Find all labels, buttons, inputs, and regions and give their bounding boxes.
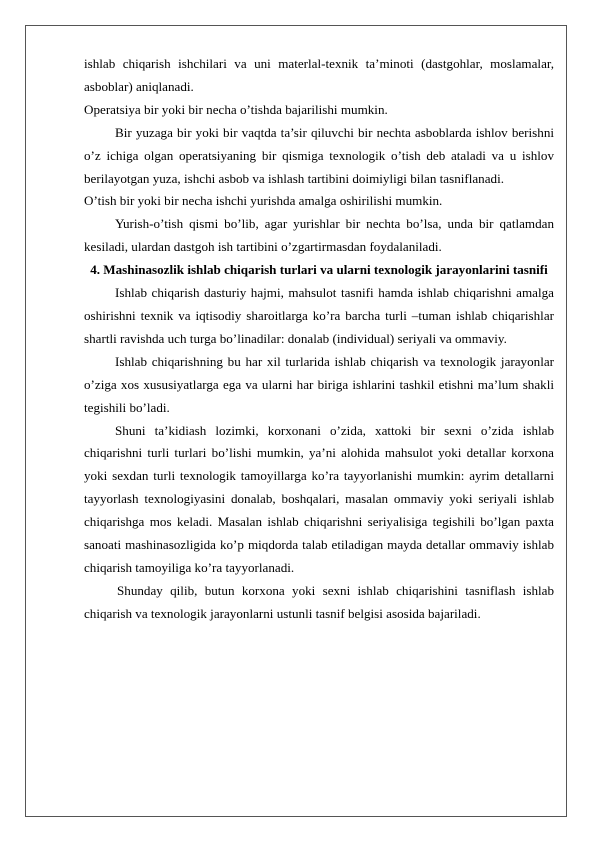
paragraph: Bir yuzaga bir yoki bir vaqtda ta’sir qiluvchi bir nechta asboblarda ishlov berishni o’z ichiga olgan operatsiyaning bir qismiga texnologik o’tish deb ataladi va u ishlov berilayotgan yuza, ishchi asbob va ishlash tartibini doimiyligi bilan tasniflanadi. [84,124,554,186]
paragraph: Ishlab chiqarishning bu har xil turlarida ishlab chiqarish va texnologik jarayonlar o’ziga xos xususiyatlarga ega va ularni har biriga ishlarini tashkil etishni ma’lum shakli tegishili bo’ladi. [84,353,554,415]
document-body [84,53,554,626]
paragraph: Operatsiya bir yoki bir necha o’tishda bajarilishi mumkin. [84,101,388,117]
paragraph: Shuni ta’kidiash lozimki, korxonani o’zida, xattoki bir sexni o’zida ishlab chiqarishni turli turlari bo’lishi mumkin, ya’ni alohida mahsulot yoki detallar korxona yoki sexdan turli texnologik tamoyillarga ko’ra tayyorlanishi mumkin: ayrim detallarni tayyorlash texnologiyasini donalab, boshqalari, masalan ommaviy yoki seriyali ishlab chiqarishga mos keladi. Masalan ishlab chiqarishni seriyalisiga tegishili bo’lgan paxta sanoati mashinasozligida ko’p miqdorda talab etiladigan mayda detallar ommaviy ishlab chiqarish tamoyiliga ko’ra tayyorlanadi. [84,422,554,575]
paragraph: Shunday qilib, butun korxona yoki sexni ishlab chiqarishini tasniflash ishlab chiqarish va texnologik jarayonlarni ustunli tasnif belgisi asosida bajariladi. [84,582,554,621]
paragraph: Ishlab chiqarish dasturiy hajmi, mahsulot tasnifi hamda ishlab chiqarishni amalga oshirishni texnik va iqtisodiy sharoitlarga ko’ra barcha turli –tuman ishlab chiqarishlar shartli ravishda uch turga bo’linadilar: donalab (individual) seriyali va ommaviy. [84,285,554,346]
section-heading: 4. Mashinasozlik ishlab chiqarish turlari va ularni texnologik jarayonlarini tasnifi [90,262,548,278]
paragraph: ishlab chiqarish ishchilari va uni materlal-texnik ta’minoti (dastgohlar, moslamalar, asboblar) aniqlanadi. [84,56,554,94]
paragraph: Yurish-o’tish qismi bo’lib, agar yurishlar bir nechta bo’lsa, unda bir qatlamdan kesiladi, ulardan dastgoh ish tartibini o’zgartirmasdan foydalaniladi. [84,216,554,255]
paragraph: O’tish bir yoki bir necha ishchi yurishda amalga oshirilishi mumkin. [84,193,443,209]
